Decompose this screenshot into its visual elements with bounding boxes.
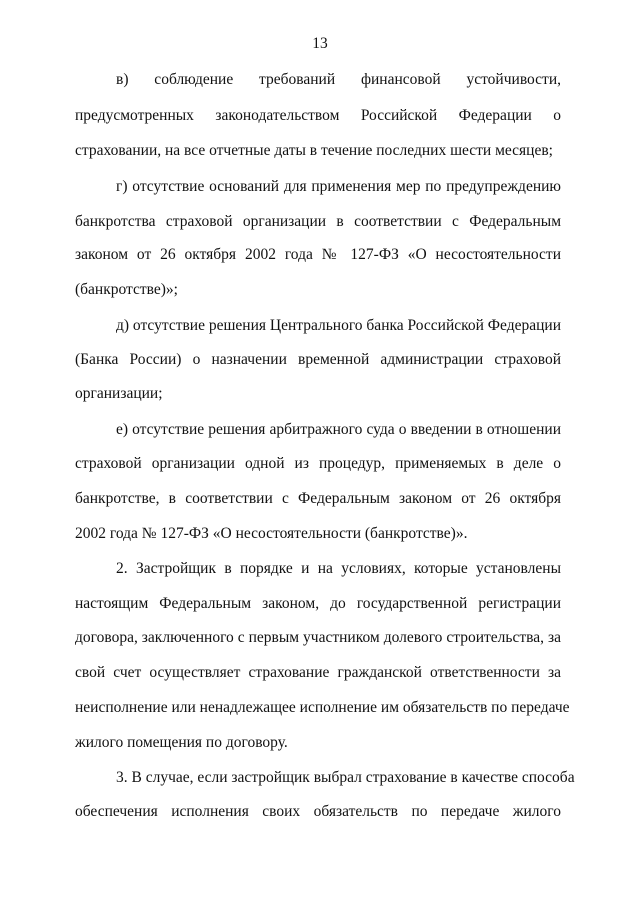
text-line: свой счет осуществляет страхование гражданской ответственности за [75,664,561,681]
text-line: в) соблюдение требований финансовой устойчивости, [116,71,561,88]
text-line: договора, заключенного с первым участником долевого строительства, за [75,629,561,646]
text-line: е) отсутствие решения арбитражного суда о введении в отношении [116,421,561,438]
text-line: 2002 года № 127-ФЗ «О несостоятельности (банкротстве)». [75,525,468,542]
page-number: 13 [312,35,328,52]
text-line: предусмотренных законодательством Российской Федерации о [75,107,561,124]
text-line: д) отсутствие решения Центрального банка Российской Федерации [116,317,561,334]
text-line: банкротства страховой организации в соответствии с Федеральным [75,213,561,230]
text-line: 2. Застройщик в порядке и на условиях, которые установлены [116,560,561,577]
text-line: 3. В случае, если застройщик выбрал страхование в качестве способа [116,769,575,786]
text-line: организации; [75,385,163,402]
text-line: банкротстве, в соответствии с Федеральным законом от 26 октября [75,490,561,507]
text-line: обеспечения исполнения своих обязательств по передаче жилого [75,803,561,820]
text-line: г) отсутствие оснований для применения мер по предупреждению [116,178,561,195]
text-line: страховании, на все отчетные даты в течение последних шести месяцев; [75,142,553,159]
text-line: (банкротстве)»; [75,281,178,298]
text-line: жилого помещения по договору. [75,734,288,751]
text-line: настоящим Федеральным законом, до государственной регистрации [75,595,561,612]
text-line: законом от 26 октября 2002 года № 127-ФЗ «О несостоятельности [75,246,561,263]
text-line: страховой организации одной из процедур, применяемых в деле о [75,455,561,472]
text-line: (Банка России) о назначении временной администрации страховой [75,351,561,368]
text-line: неисполнение или ненадлежащее исполнение им обязательств по передаче [75,699,570,716]
